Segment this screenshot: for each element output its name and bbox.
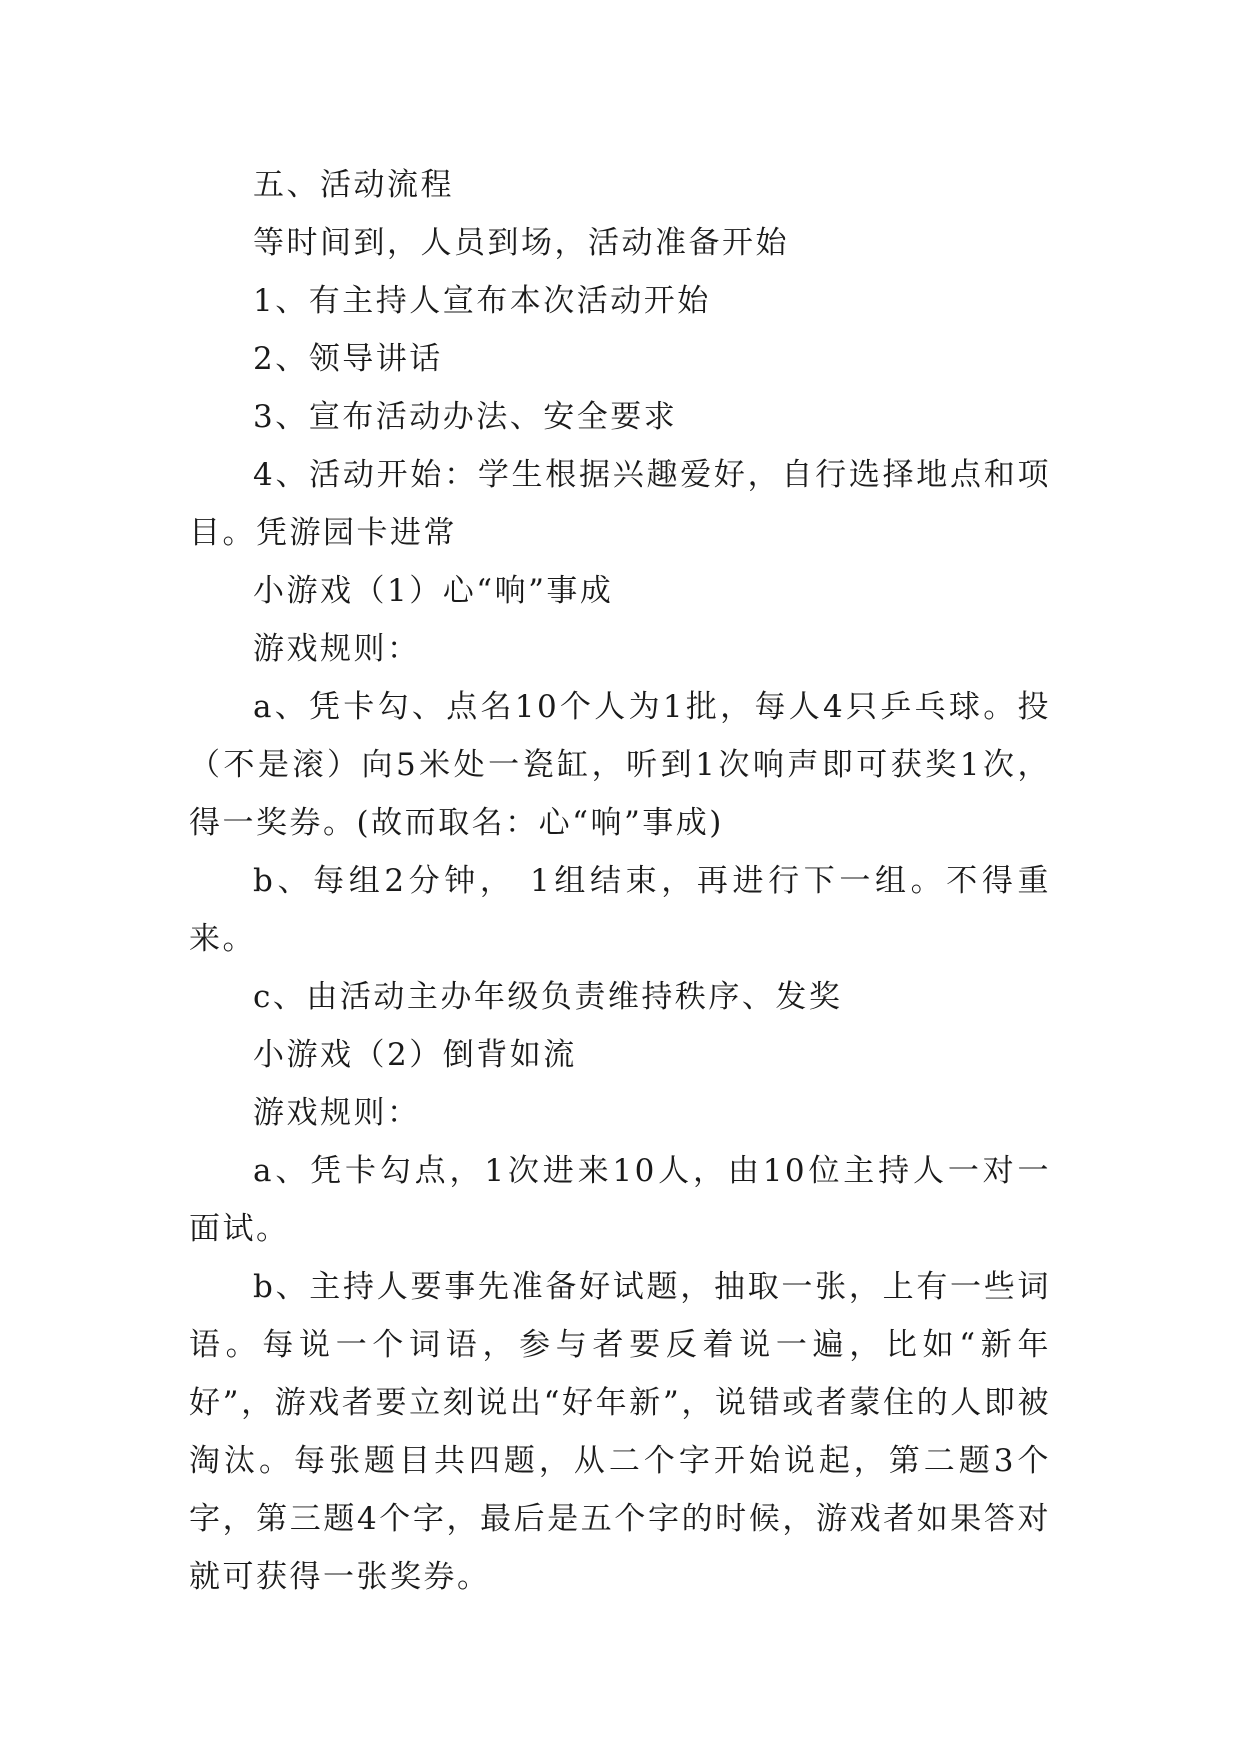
- step-3: 3、宣布活动办法、安全要求: [253, 399, 678, 435]
- game-1-rule-b: b、每组2分钟， 1组结束，再进行下一组。不得重来。: [189, 863, 1051, 957]
- game-2-rule-a: a、凭卡勾点，1次进来10人，由10位主持人一对一面试。: [189, 1153, 1051, 1247]
- game-2-rules-heading: 游戏规则：: [253, 1095, 421, 1131]
- game-2-rule-b: b、主持人要事先准备好试题，抽取一张，上有一些词语。每说一个词语，参与者要反着说一遍，比如“新年好”，游戏者要立刻说出“好年新”，说错或者蒙住的人即被淘汰。每张题目共四题，从二个字开始说起，第二题3个字，第三题4个字，最后是五个字的时候，游戏者如果答对就可获得一张奖券。: [189, 1269, 1051, 1595]
- step-2: 2、领导讲话: [253, 341, 443, 377]
- step-1: 1、有主持人宣布本次活动开始: [253, 283, 711, 319]
- game-1-rules-heading: 游戏规则：: [253, 631, 421, 667]
- paragraph-waiting: 等时间到，人员到场，活动准备开始: [253, 225, 789, 261]
- game-1-rule-c: c、由活动主办年级负责维持秩序、发奖: [253, 979, 843, 1015]
- game-1-title: 小游戏（1）心“响”事成: [253, 573, 614, 609]
- document-body: [189, 156, 1051, 1606]
- step-4: 4、活动开始：学生根据兴趣爱好，自行选择地点和项目。凭游园卡进常: [189, 457, 1051, 551]
- section-heading-activity-flow: 五、活动流程: [253, 167, 454, 203]
- game-1-rule-a: a、凭卡勾、点名10个人为1批，每人4只乒乓球。投（不是滚）向5米处一瓷缸，听到1次响声即可获奖1次，得一奖券。(故而取名：心“响”事成): [189, 689, 1051, 841]
- game-2-title: 小游戏（2）倒背如流: [253, 1037, 577, 1073]
